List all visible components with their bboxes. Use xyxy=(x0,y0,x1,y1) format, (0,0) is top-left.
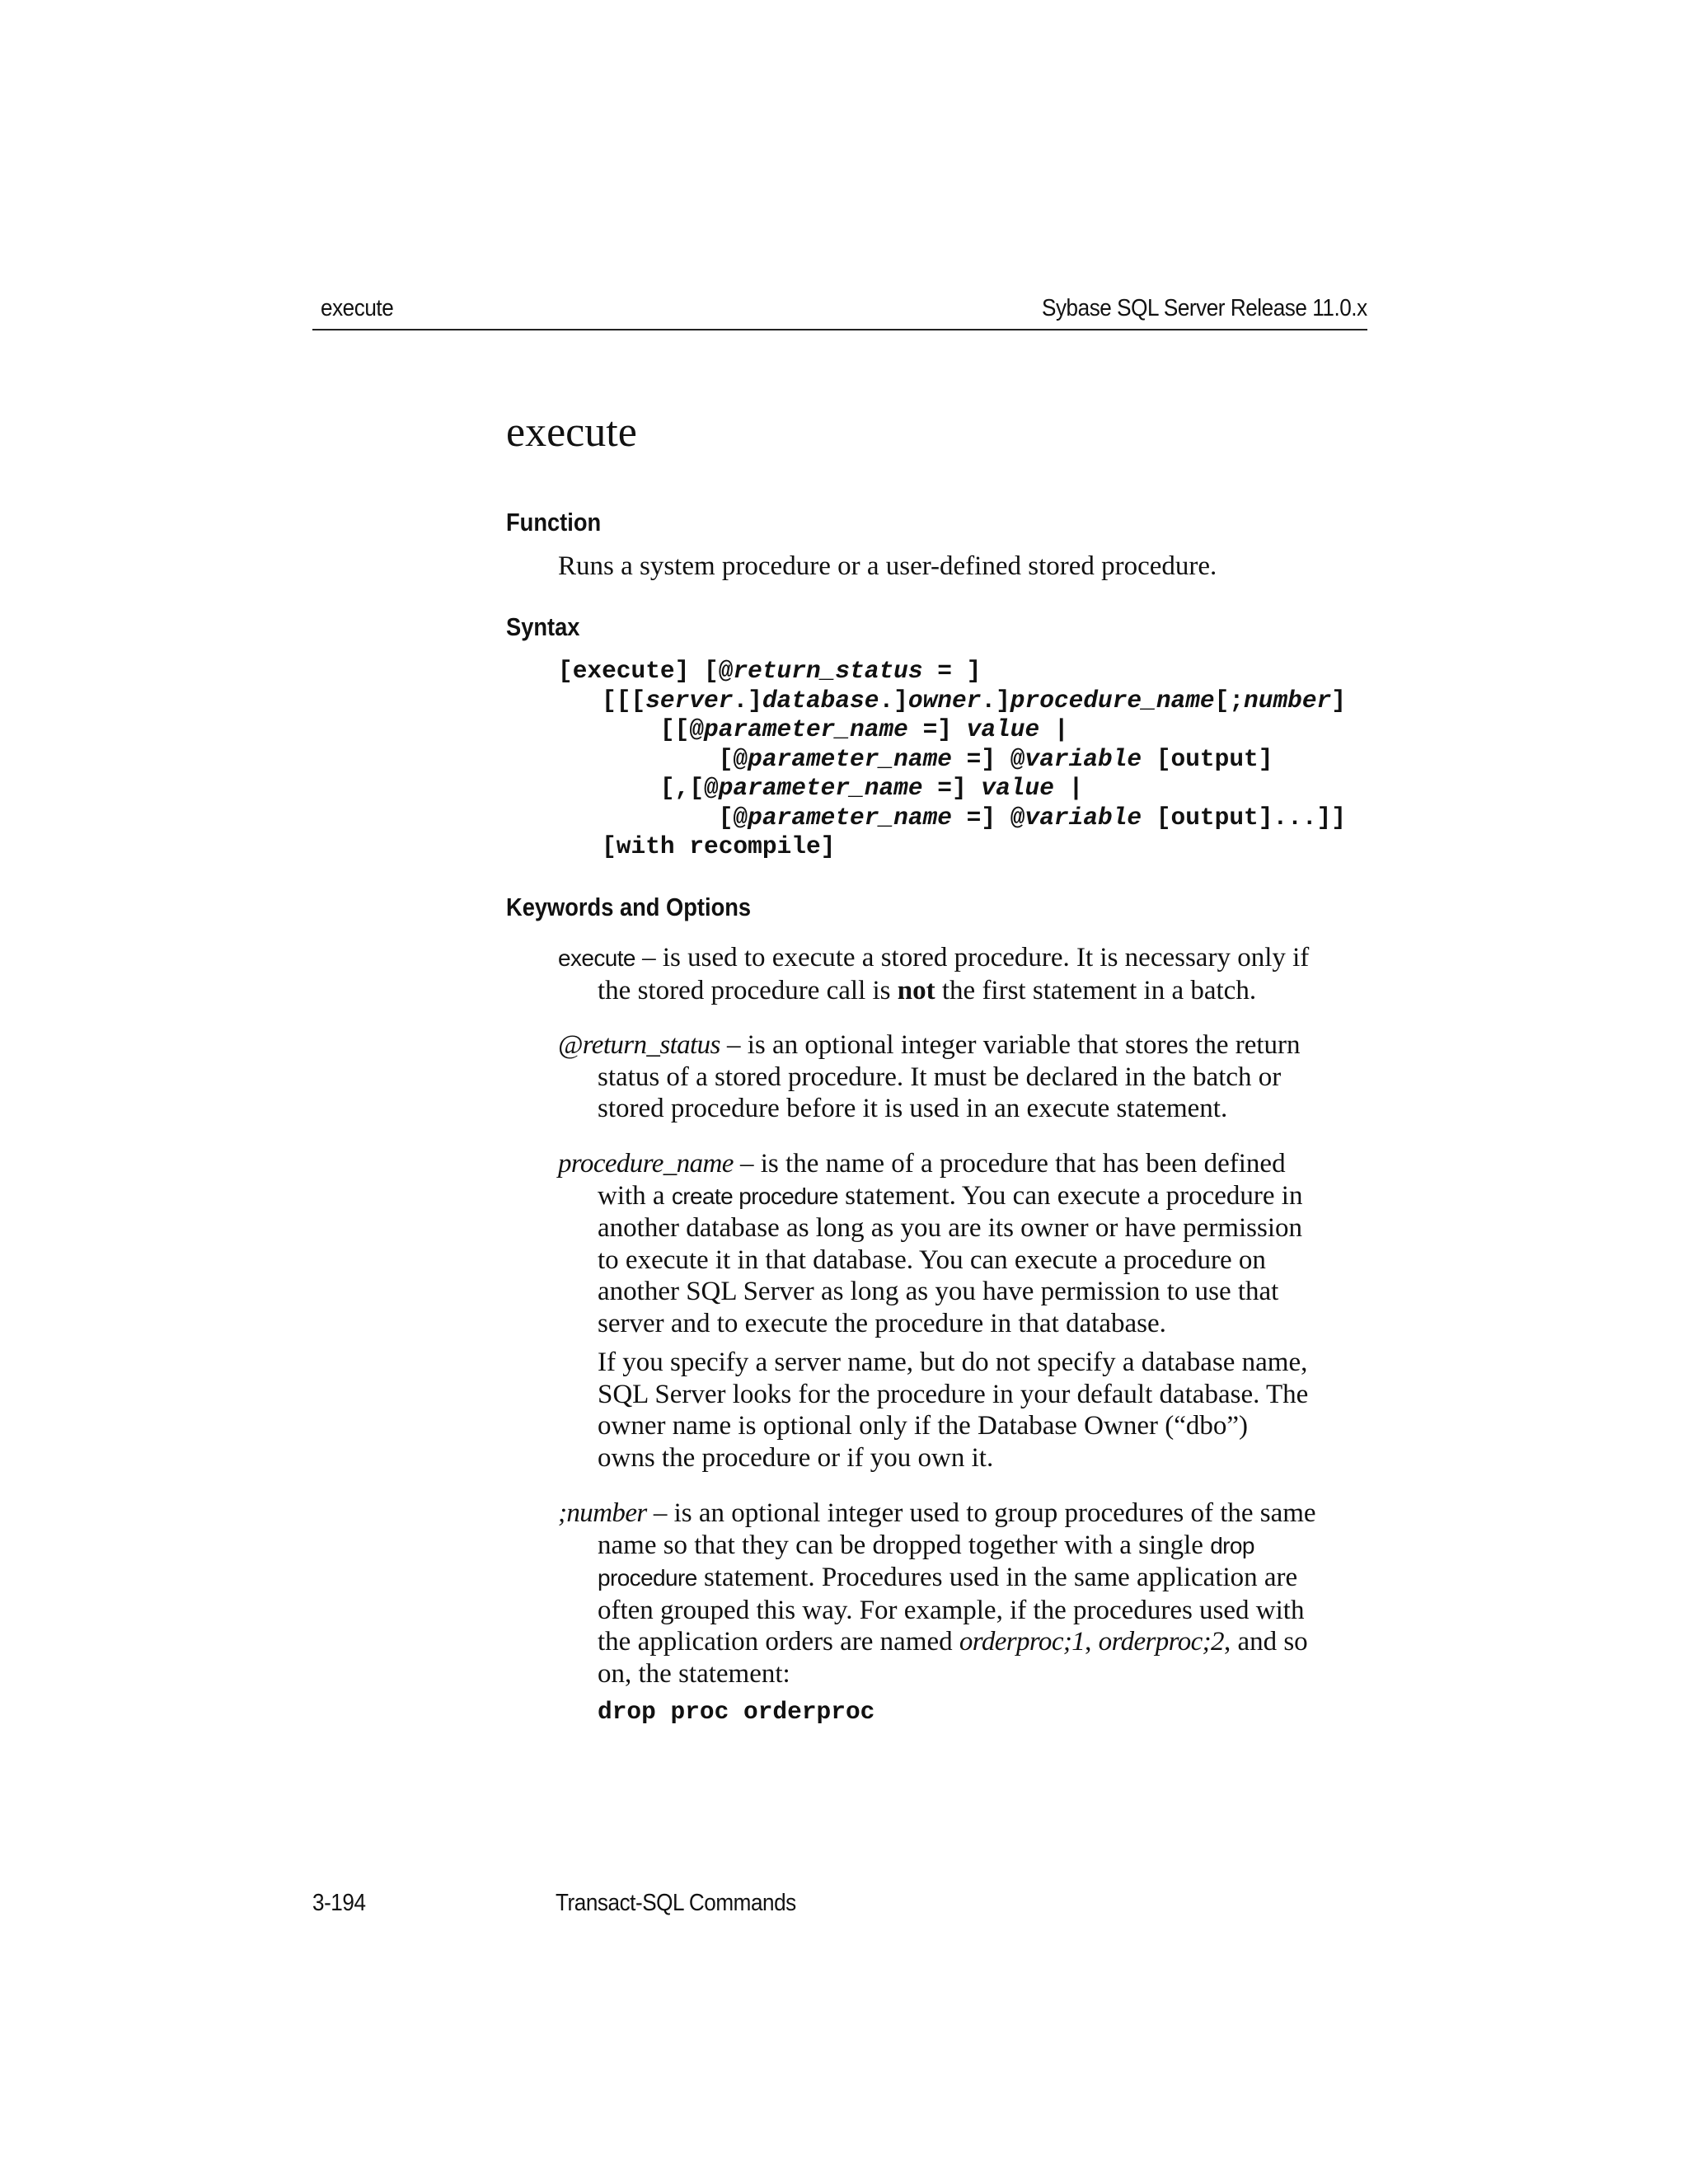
keyword-desc: – is the name of a procedure that has been defined xyxy=(733,1149,1286,1179)
syntax-placeholder: value xyxy=(981,774,1054,802)
inline-example: orderproc;2 xyxy=(1098,1627,1224,1657)
syntax-placeholder: parameter_name xyxy=(748,744,952,773)
keyword-desc: status of a stored procedure. It must be declared in the batch or xyxy=(598,1062,1282,1092)
function-heading: Function xyxy=(506,508,602,537)
keyword-desc: server and to execute the procedure in that database. xyxy=(598,1308,1166,1338)
syntax-line: [[@parameter_name =] value | xyxy=(558,715,1069,743)
syntax-placeholder: database xyxy=(762,686,879,715)
keywords-heading: Keywords and Options xyxy=(506,893,752,921)
syntax-placeholder: parameter_name xyxy=(748,803,952,832)
keyword-desc: the first statement in a batch. xyxy=(935,975,1257,1005)
syntax-heading: Syntax xyxy=(506,612,580,641)
keyword-desc: stored procedure before it is used in an execute statement. xyxy=(598,1094,1228,1123)
footer-chapter: Transact-SQL Commands xyxy=(556,1890,796,1916)
keyword-desc: If you specify a server name, but do not specify a database name, xyxy=(598,1347,1308,1377)
inline-example: orderproc;1 xyxy=(959,1627,1085,1657)
page-number: 3-194 xyxy=(312,1890,366,1916)
syntax-line: [@parameter_name =] @variable [output]...]] xyxy=(558,803,1346,832)
function-text: Runs a system procedure or a user-defined stored procedure. xyxy=(558,551,1217,581)
keyword-emphasis: not xyxy=(897,975,935,1005)
syntax-placeholder: procedure_name xyxy=(1010,686,1215,715)
keyword-desc: often grouped this way. For example, if the procedures used with xyxy=(598,1595,1305,1625)
keyword-procedure-name xyxy=(558,1148,1374,1339)
syntax-placeholder: parameter_name xyxy=(704,715,908,743)
syntax-placeholder: number xyxy=(1244,686,1332,715)
header-product-release: Sybase SQL Server Release 11.0.x xyxy=(1042,295,1367,321)
keyword-desc: owns the procedure or if you own it. xyxy=(598,1442,994,1473)
syntax-line: [,[@parameter_name =] value | xyxy=(558,774,1084,802)
keyword-desc: – is an optional integer variable that stores the return xyxy=(720,1030,1301,1060)
keyword-desc: to execute it in that database. You can execute a procedure on xyxy=(598,1244,1266,1275)
syntax-line: [@parameter_name =] @variable [output] xyxy=(558,744,1273,773)
keyword-desc: another database as long as you are its owner or have permission xyxy=(598,1213,1302,1243)
keyword-desc: , xyxy=(1085,1627,1099,1657)
syntax-line: [[[server.]database.]owner.]procedure_name[;number] xyxy=(558,686,1346,715)
keyword-desc: on, the statement: xyxy=(598,1658,790,1689)
code-example: drop proc orderproc xyxy=(598,1698,875,1726)
syntax-placeholder: variable xyxy=(1025,744,1142,773)
header-rule xyxy=(312,329,1367,330)
keyword-desc: statement. Procedures used in the same application are xyxy=(696,1563,1298,1592)
keyword-desc: name so that they can be dropped together with a single xyxy=(598,1530,1211,1560)
keyword-desc: SQL Server looks for the procedure in your default database. The xyxy=(598,1379,1309,1409)
syntax-placeholder: value xyxy=(966,715,1040,743)
syntax-placeholder: variable xyxy=(1025,803,1142,832)
keyword-desc: statement. You can execute a procedure in xyxy=(837,1180,1303,1211)
syntax-placeholder: parameter_name xyxy=(718,774,923,802)
keyword-term: @return_status xyxy=(558,1030,720,1060)
keyword-procedure-name-note xyxy=(558,1347,1374,1474)
syntax-placeholder: owner xyxy=(907,686,982,715)
inline-command: procedure xyxy=(598,1565,697,1591)
syntax-placeholder: return_status xyxy=(733,657,923,685)
syntax-block xyxy=(558,657,1346,862)
keyword-term: ;number xyxy=(558,1498,647,1528)
keyword-term: execute xyxy=(558,945,635,971)
page-title: execute xyxy=(506,409,637,456)
keyword-execute xyxy=(558,942,1374,1006)
inline-command: create procedure xyxy=(671,1183,838,1209)
keyword-desc: the application orders are named xyxy=(598,1627,959,1657)
syntax-placeholder: server xyxy=(645,686,734,715)
keyword-desc: – is used to execute a stored procedure. It is necessary only if xyxy=(635,943,1310,972)
keyword-desc: , and so xyxy=(1223,1627,1308,1657)
keyword-desc: with a xyxy=(598,1180,672,1211)
keyword-number xyxy=(558,1497,1374,1690)
syntax-line: [with recompile] xyxy=(558,832,836,860)
keyword-desc: owner name is optional only if the Database Owner (“dbo”) xyxy=(598,1411,1248,1441)
keyword-desc: – is an optional integer used to group procedures of the same xyxy=(646,1498,1316,1528)
keyword-term: procedure_name xyxy=(558,1149,734,1179)
inline-command: drop xyxy=(1210,1532,1254,1558)
syntax-line: [execute] [@return_status = ] xyxy=(558,657,982,685)
header-section-name: execute xyxy=(321,295,394,321)
keyword-desc: another SQL Server as long as you have permission to use that xyxy=(598,1277,1279,1306)
keyword-return-status xyxy=(558,1029,1374,1125)
keyword-desc: the stored procedure call is xyxy=(598,975,898,1005)
